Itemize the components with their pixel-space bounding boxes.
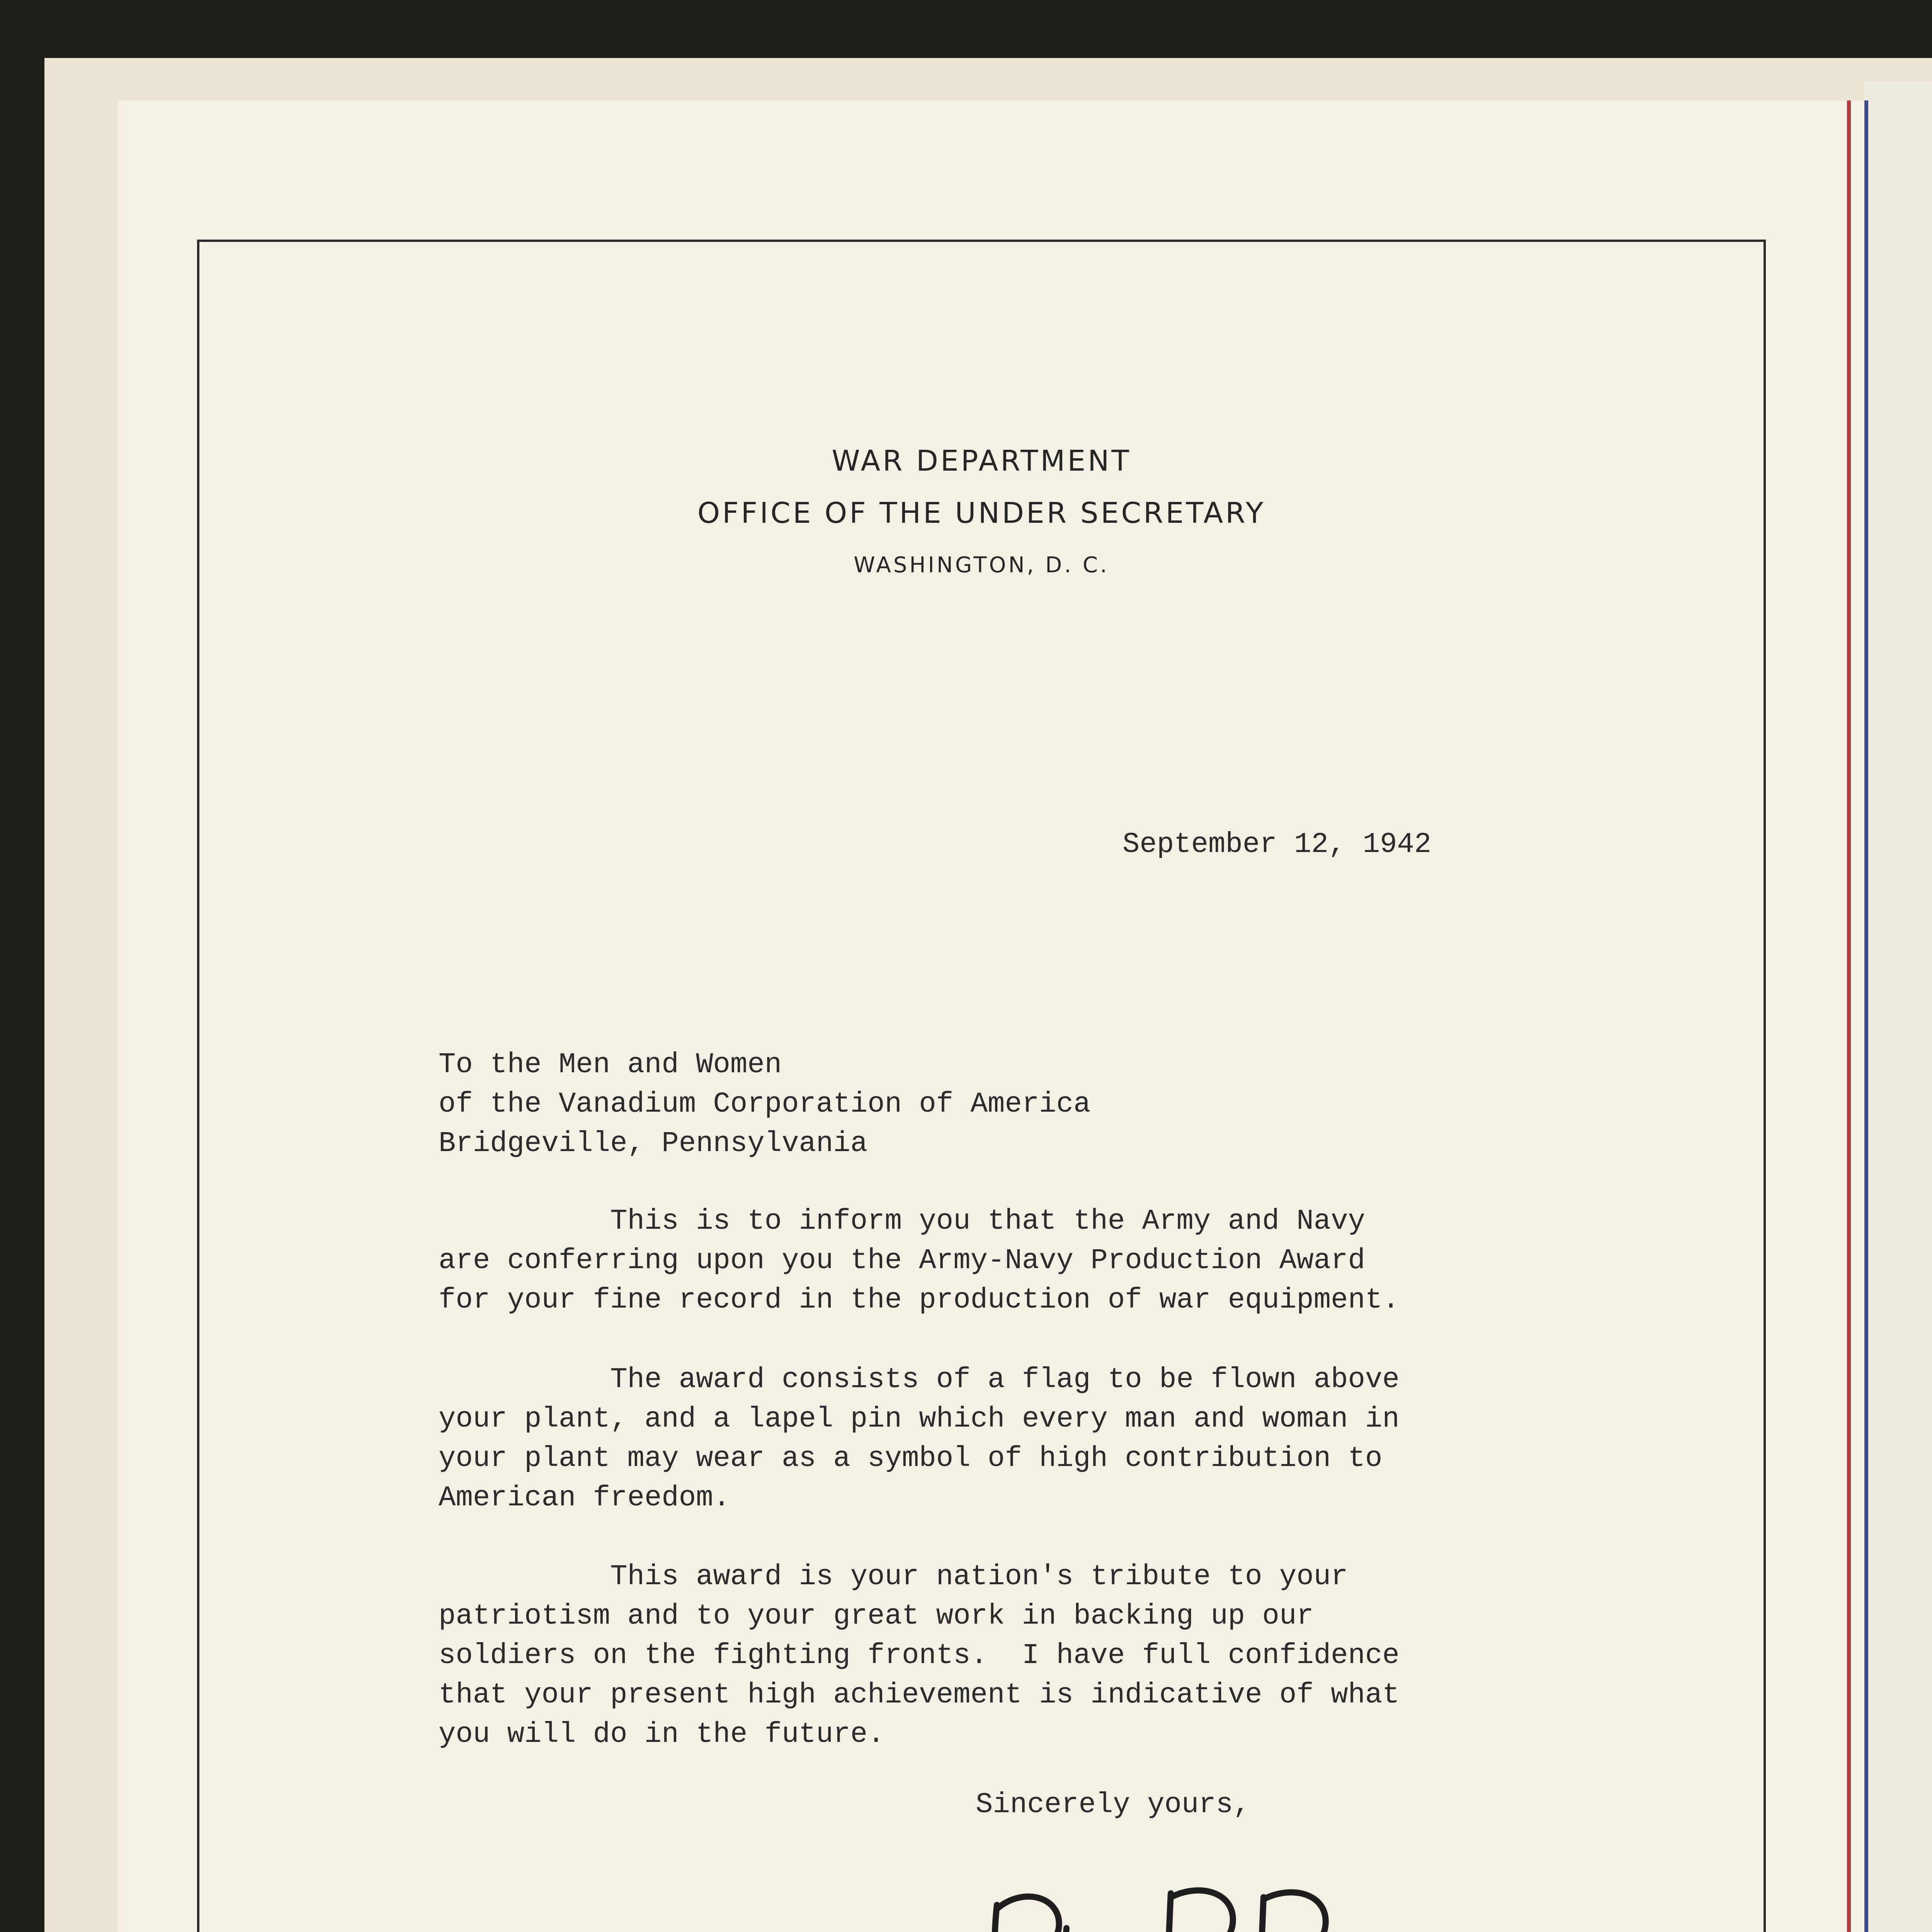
closing-line: Sincerely yours, (976, 1789, 1250, 1821)
recipient-address: To the Men and Women of the Vanadium Corporation of America Bridgeville, Pennsylvania (439, 1049, 1091, 1160)
red-border-stripe (1847, 100, 1851, 1932)
body-paragraph-2: The award consists of a flag to be flown above your plant, and a lapel pin which every man and woman in your plant may wear as a symbol of high contribution to American freedom. (439, 1364, 1400, 1514)
blue-border-stripe (1864, 100, 1868, 1932)
letter-date: September 12, 1942 (1122, 828, 1432, 861)
handwritten-signature (970, 1862, 1735, 1932)
body-paragraph-3: This award is your nation's tribute to your patriotism and to your great work in backing up our soldiers on the fighting fronts. I have full confidence that your present high achievement is indicative of what you will do in the future. (439, 1561, 1400, 1751)
letterhead-location: WASHINGTON, D. C. (854, 553, 1109, 578)
letterhead-department: WAR DEPARTMENT (832, 444, 1131, 478)
body-paragraph-1: This is to inform you that the Army and Navy are conferring upon you the Army-Navy Production Award for your fine record in the production of war equipment. (439, 1205, 1400, 1316)
folder-right-flap (1864, 81, 1932, 1932)
letterhead-office: OFFICE OF THE UNDER SECRETARY (697, 497, 1266, 530)
